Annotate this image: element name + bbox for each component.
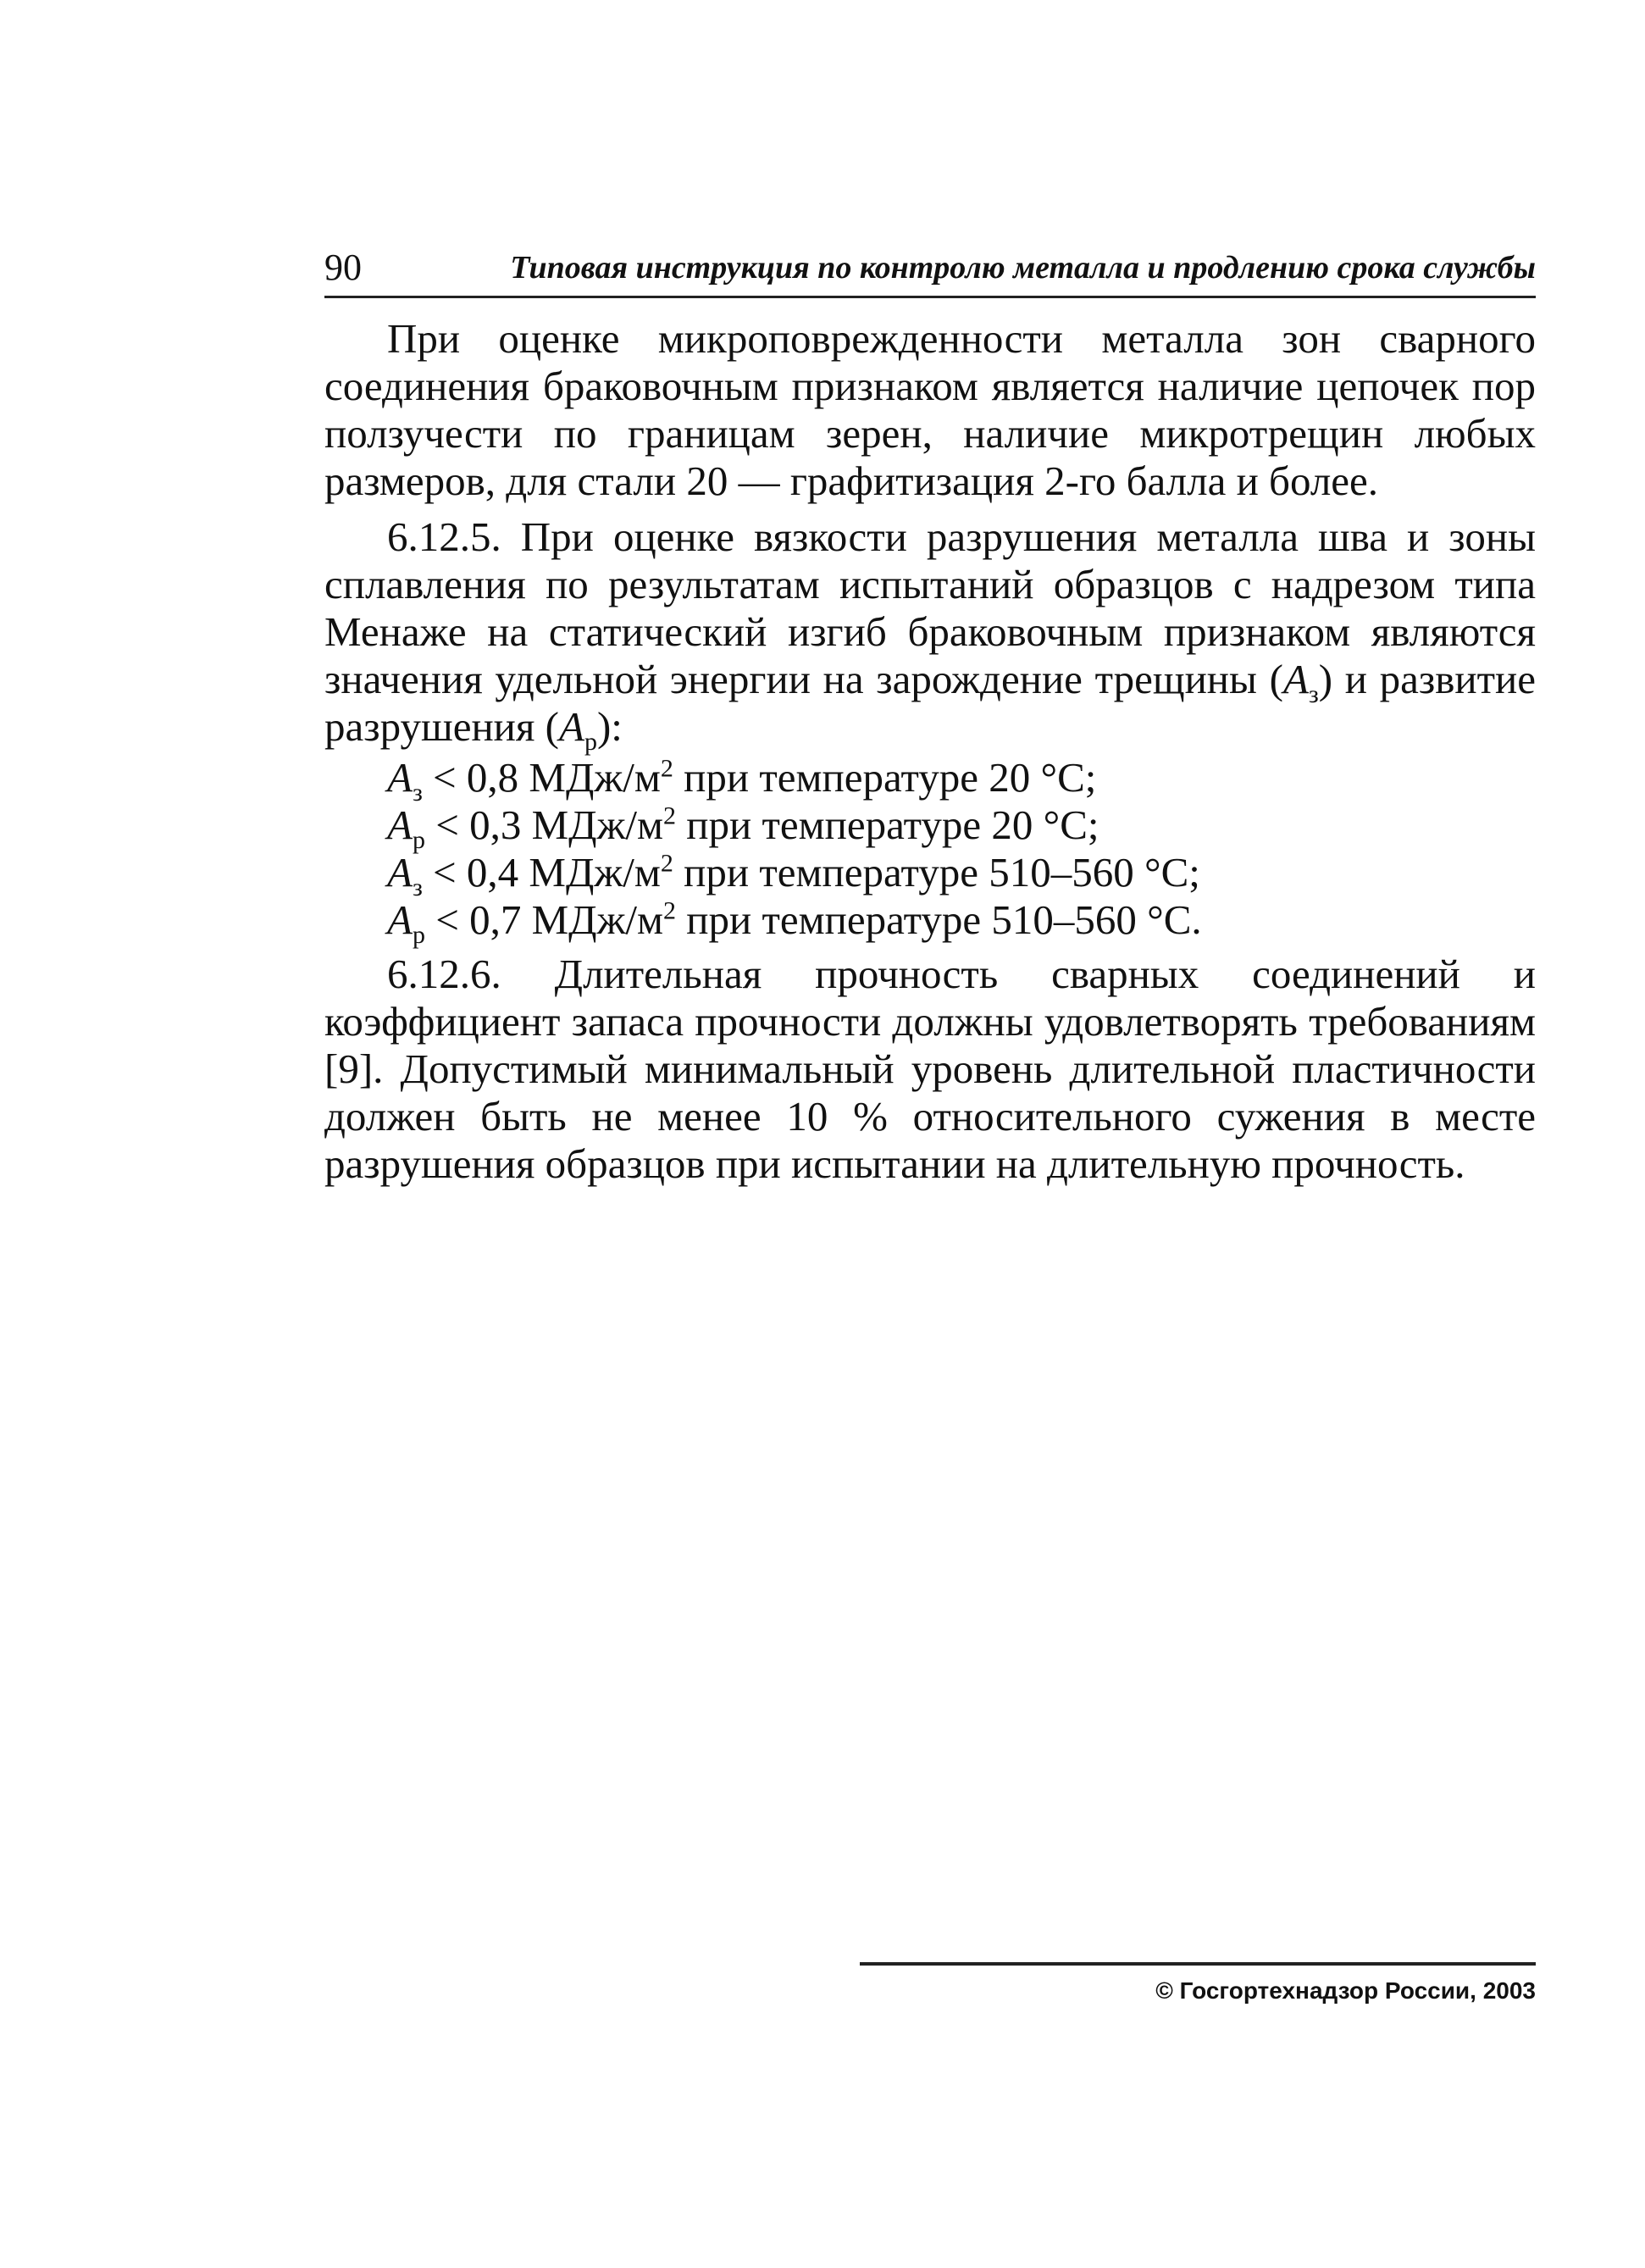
paragraph-microdamage: При оценке микроповрежденности металла зон сварного соединения браковочным признаком является наличие цепочек пор ползучести по границам зерен, наличие микротрещин любых размеров, для стали 20 — графитизация 2-го балла и более.: [324, 315, 1536, 504]
copyright-notice: © Госгортехнадзор России, 2003: [1155, 1977, 1536, 2004]
subscript: р: [584, 727, 597, 756]
superscript: 2: [660, 754, 673, 783]
footer-rule: [860, 1962, 1536, 1966]
symbol-a: A: [387, 801, 413, 848]
paragraph-6-12-6: 6.12.6. Длительная прочность сварных соединений и коэффициент запаса прочности должны удовлетворять требованиям [9]. Допустимый минимальный уровень длительной пластичности должен быть не менее 10 % относительного сужения в месте разрушения образцов при испытании на длительную прочность.: [324, 951, 1536, 1187]
criteria-list: [324, 754, 1536, 949]
subscript: з: [412, 873, 423, 901]
page-number: 90: [324, 247, 362, 288]
criterion-item: [324, 801, 1536, 854]
superscript: 2: [663, 896, 677, 925]
symbol-a: A: [1282, 656, 1309, 702]
paragraph-6-12-5-mid: ) и развитие разрушения (: [324, 656, 1536, 750]
paragraph-6-12-5-end: ):: [596, 703, 623, 750]
criterion-item: [324, 849, 1536, 901]
criterion-value: < 0,8 МДж/м: [422, 754, 661, 801]
symbol-a: A: [559, 703, 584, 750]
header-rule: [324, 296, 1536, 298]
criterion-item: [324, 754, 1536, 807]
criterion-condition: при температуре 510–560 °С.: [676, 896, 1202, 943]
superscript: 2: [660, 849, 673, 878]
symbol-a: A: [387, 896, 413, 943]
paragraph-6-12-5-text: 6.12.5. При оценке вязкости разрушения металла шва и зоны сплавления по результатам испытаний образцов с надрезом типа Менаже на статический изгиб браковочным признаком являются значения удельной энергии на зарождение трещины (: [324, 513, 1536, 702]
subscript: р: [412, 825, 425, 854]
paragraph-6-12-5: [324, 513, 1536, 756]
page-header: [324, 241, 1536, 294]
symbol-a: A: [387, 754, 413, 801]
superscript: 2: [663, 801, 677, 830]
criterion-condition: при температуре 510–560 °С;: [673, 849, 1200, 896]
criterion-value: < 0,3 МДж/м: [424, 801, 664, 848]
criterion-item: [324, 896, 1536, 949]
subscript: з: [412, 778, 423, 807]
criterion-value: < 0,4 МДж/м: [422, 849, 661, 896]
subscript: р: [412, 920, 425, 949]
symbol-a: A: [387, 849, 413, 896]
criterion-value: < 0,7 МДж/м: [424, 896, 664, 943]
criterion-condition: при температуре 20 °С;: [676, 801, 1099, 848]
criterion-condition: при температуре 20 °С;: [673, 754, 1097, 801]
running-title: Типовая инструкция по контролю металла и продлению срока службы: [510, 250, 1536, 286]
body-text: [324, 315, 1536, 1188]
subscript: з: [1308, 679, 1319, 708]
